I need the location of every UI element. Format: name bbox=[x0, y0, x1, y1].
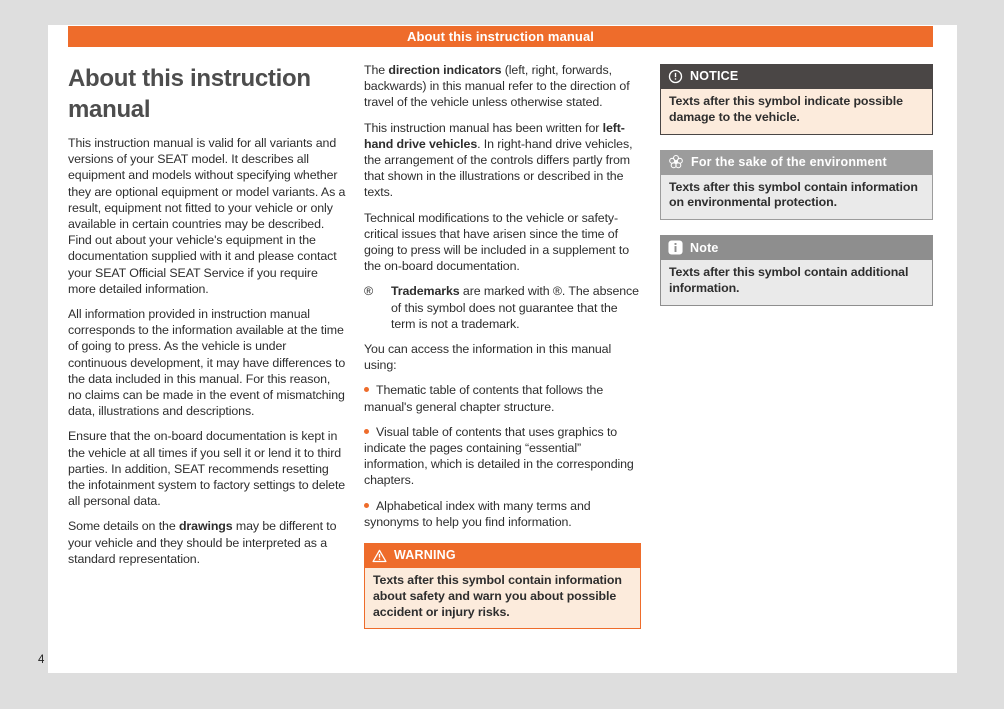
bullet-icon bbox=[364, 503, 369, 508]
environment-box-text: Texts after this symbol contain information on environmental protection. bbox=[660, 175, 933, 221]
bold-term: drawings bbox=[178, 519, 233, 534]
environment-box-label: For the sake of the environment bbox=[691, 154, 887, 169]
note-box-label: Note bbox=[690, 240, 719, 255]
paragraph bbox=[364, 62, 641, 111]
paragraph-text: Some details on the bbox=[68, 519, 179, 534]
bullet-icon bbox=[364, 429, 369, 434]
trademark-list-item bbox=[364, 283, 641, 332]
notice-box-label: NOTICE bbox=[690, 69, 739, 84]
bullet-icon bbox=[364, 387, 369, 392]
list-item bbox=[364, 498, 641, 530]
bold-term: direction indicators bbox=[388, 63, 502, 77]
list-item-text: Alphabetical index with many terms and synonyms to help you find information. bbox=[364, 498, 591, 529]
flower-icon bbox=[668, 154, 684, 170]
paragraph: Technical modifications to the vehicle or safety-critical issues that have arisen since the time of going to press will be included in a supplement to the on-board documentation. bbox=[364, 210, 630, 274]
bold-term: Trademarks bbox=[391, 284, 460, 299]
running-header-title: About this instruction manual bbox=[406, 29, 595, 44]
list-item-text: Thematic table of contents that follows the manual's general chapter structure. bbox=[364, 383, 604, 414]
environment-box-header bbox=[660, 150, 933, 175]
paragraph-text: (left, right, forwards, backwards) in this manual refer to the direction of travel of the vehicle unless otherwise stated. bbox=[364, 63, 630, 110]
list-item-text: Visual table of contents that uses graphics to indicate the pages containing “essential” information, which is detailed in the corresponding chapters. bbox=[364, 424, 634, 488]
running-header-bar bbox=[68, 26, 933, 47]
note-box bbox=[660, 235, 933, 306]
page-title: About this instruction manual bbox=[68, 65, 311, 123]
paragraph-text: may be different to your vehicle and they should be interpreted as a standard representation. bbox=[68, 519, 337, 566]
list-item bbox=[364, 382, 641, 414]
list-item bbox=[364, 424, 641, 489]
column-right bbox=[660, 64, 933, 321]
column-middle bbox=[364, 62, 641, 644]
paragraph-text: The bbox=[364, 63, 389, 77]
note-box-text: Texts after this symbol contain additional information. bbox=[660, 260, 933, 306]
warning-box-label: WARNING bbox=[394, 548, 456, 563]
warning-box-header bbox=[364, 543, 641, 568]
warning-box-text: Texts after this symbol contain information about safety and warn you about possible accident or injury risks. bbox=[364, 568, 641, 629]
registered-trademark-icon: ® bbox=[364, 284, 374, 299]
info-icon bbox=[668, 240, 683, 255]
environment-box bbox=[660, 150, 933, 221]
paragraph: This instruction manual is valid for all variants and versions of your SEAT model. It describes all equipment and models without specifying whether they are optional equipment or model variants. As a result, equipment not fitted to your vehicle or only available in certain countries may be described. Find out about your vehicle's equipment in the documentation supplied with it and please contact your SEAT Official SEAT Service if you require more detailed information. bbox=[68, 136, 346, 296]
note-box-header bbox=[660, 235, 933, 260]
trademark-text bbox=[391, 283, 641, 332]
manual-page bbox=[48, 25, 957, 673]
notice-exclamation-circle-icon bbox=[668, 69, 683, 84]
bold-term: left-hand drive vehicles bbox=[364, 120, 625, 151]
paragraph bbox=[364, 120, 641, 201]
paragraph-text: are marked with ®. The absence of this symbol does not guarantee that the term is not a trademark. bbox=[391, 284, 639, 331]
page-number: 4 bbox=[38, 654, 45, 666]
paragraph: You can access the information in this manual using: bbox=[364, 342, 612, 373]
paragraph bbox=[68, 518, 346, 567]
paragraph-text: . In right-hand drive vehicles, the arrangement of the controls differs partly from that shown in the illustrations or described in the texts. bbox=[364, 136, 633, 200]
column-left bbox=[68, 63, 346, 576]
notice-box-text: Texts after this symbol indicate possible damage to the vehicle. bbox=[660, 89, 933, 135]
warning-box bbox=[364, 543, 641, 629]
notice-box bbox=[660, 64, 933, 135]
paragraph: All information provided in instruction manual corresponds to the information available at the time of going to press. As the vehicle is under continuous development, it may have differences to the data included in this manual. For this reason, no claims can be made in the event of mismatching data, illustrations and descriptions. bbox=[68, 307, 346, 419]
notice-box-header bbox=[660, 64, 933, 89]
warning-triangle-icon bbox=[372, 549, 387, 563]
paragraph: Ensure that the on-board documentation is kept in the vehicle at all times if you sell it or lend it to third parties. In addition, SEAT recommends resetting the infotainment system to factory settings to delete all personal data. bbox=[68, 429, 346, 509]
paragraph-text: This instruction manual has been written for bbox=[364, 120, 603, 135]
